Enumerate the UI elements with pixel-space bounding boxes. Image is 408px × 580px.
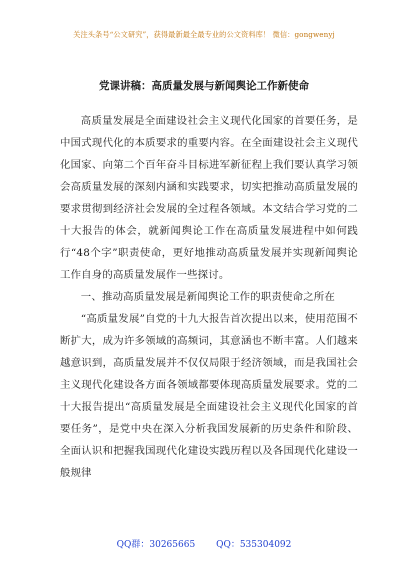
document-title: 党课讲稿：高质量发展与新闻舆论工作新使命 xyxy=(99,80,309,92)
paragraph-intro: 高质量发展是全面建设社会主义现代化国家的首要任务，是中国式现代化的本质要求的重要内容。在全面建设社会主义现代化国家、向第二个百年奋斗目标进军新征程上我们要认真学习领会高质量发展的深刻内涵和实践要求，切实把推动高质量发展的要求贯彻到经济社会发展的全过程各领域。本文结合学习党的二十大报告的体会，就新闻舆论工作在高质量发展进程中如何践行“48个字”职责使命，更好地推动高质量发展并实现新闻舆论工作自身的高质量发展作一些探讨。 xyxy=(60,115,358,281)
qq-number: QQ：535304092 xyxy=(216,540,292,550)
document-body xyxy=(60,110,358,484)
page-header-banner: 关注头条号“公文研究”，获得最新最全最专业的公文资料库！ 微信：gongwenyj xyxy=(73,30,335,39)
paragraph-section-1: “高质量发展”自党的十九大报告首次提出以来，使用范围不断扩大，成为许多领域的高频词，其意涵也不断丰富。人们越来越意识到，高质量发展并不仅仅局限于经济领域，而是我国社会主义现代化建设各方面各领域都要体现高质量发展要求。党的二十大报告提出“高质量发展是全面建设社会主义现代化国家的首要任务”，是党中央在深入分析我国发展新的历史条件和阶段、全面认识和把握我国现代化建设实践历程以及各国现代化建设一般规律 xyxy=(60,313,358,479)
qq-group-number: QQ群：30265665 xyxy=(116,540,196,550)
section-heading-1: 一、推动高质量发展是新闻舆论工作的职责使命之所在 xyxy=(80,291,335,303)
page-footer xyxy=(0,537,408,550)
